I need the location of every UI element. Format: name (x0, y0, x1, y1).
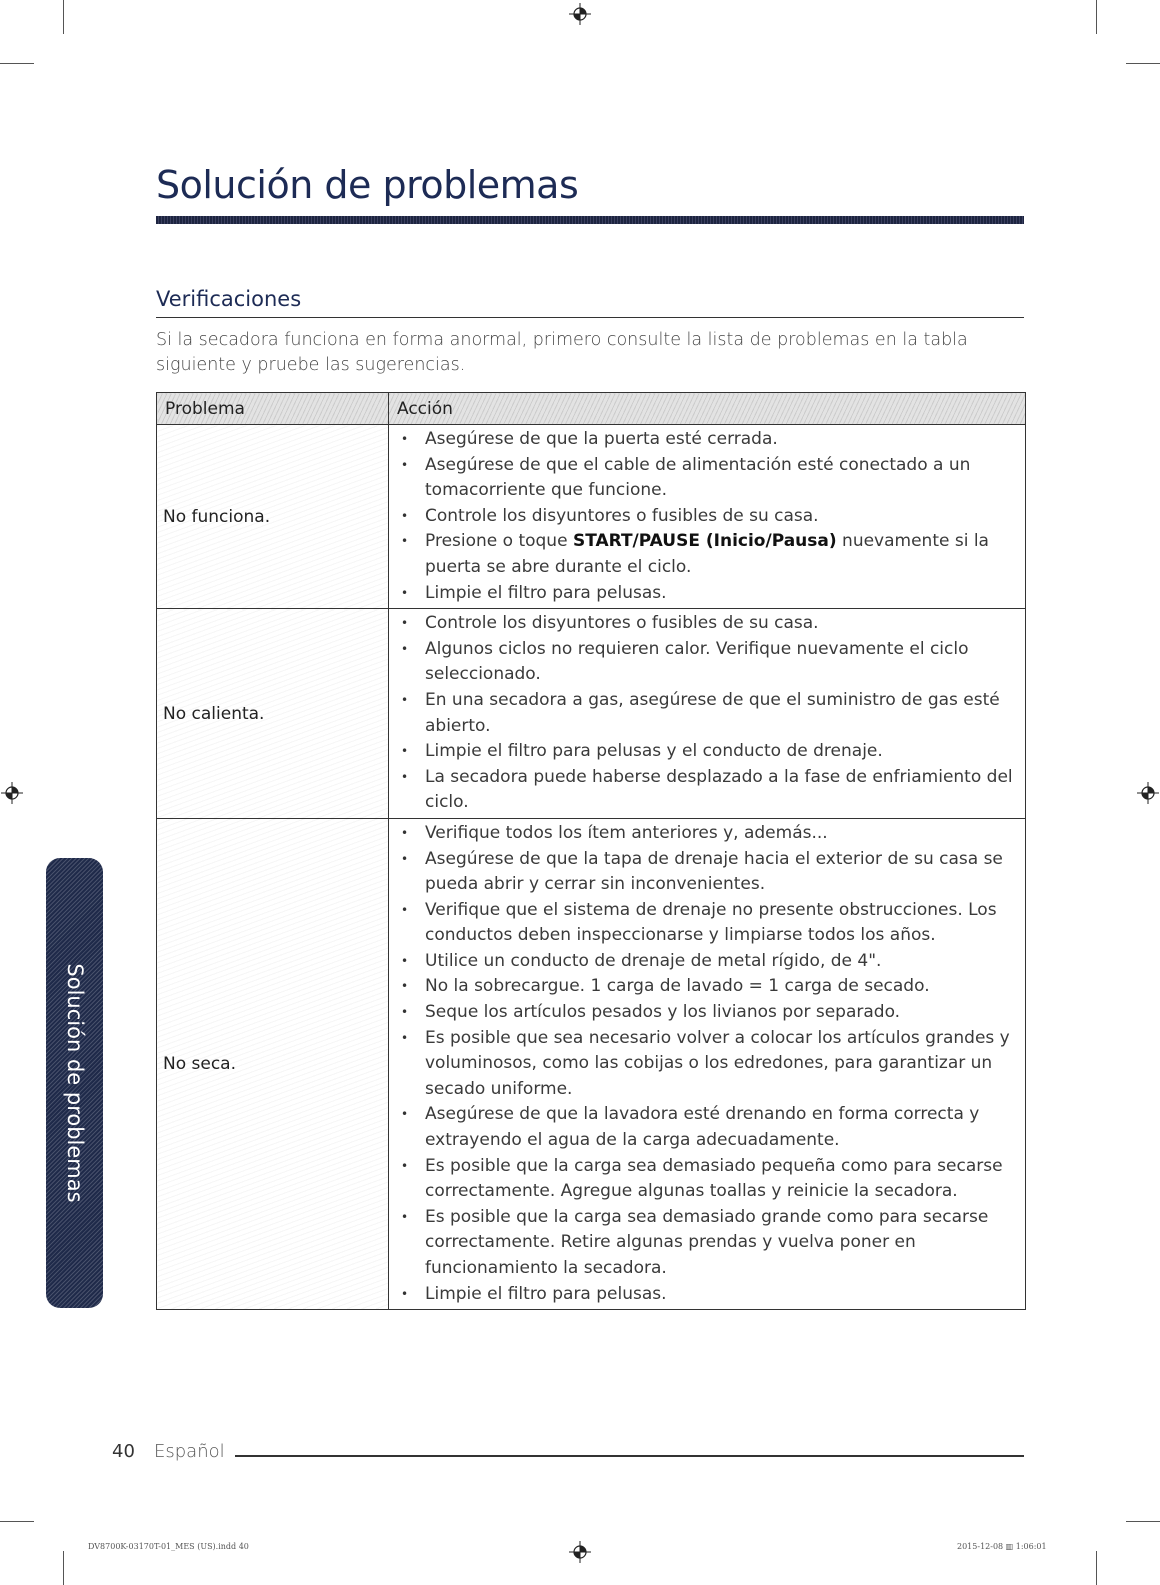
action-item: • Asegúrese de que el cable de alimentación esté conectado a un tomacorriente que funcione. (399, 453, 1017, 504)
header-action: Acción (389, 393, 1026, 425)
footer-rule (235, 1455, 1024, 1457)
action-list (399, 821, 1017, 1307)
title-rule (156, 216, 1024, 224)
action-item: • Utilice un conducto de drenaje de metal rígido, de 4". (399, 949, 1017, 975)
header-problem: Problema (157, 393, 389, 425)
table-header-row (157, 393, 1026, 425)
page-number: 40 (112, 1441, 135, 1462)
crop-mark-top-right-h (1126, 63, 1160, 64)
start-pause-label: START/PAUSE (Inicio/Pausa) (572, 531, 837, 552)
crop-mark-top-right-v (1096, 0, 1097, 34)
action-item (399, 529, 1017, 580)
footer-language: Español (154, 1441, 225, 1462)
action-item: • La secadora puede haberse desplazado a la fase de enfriamiento del ciclo. (399, 765, 1017, 816)
action-item: • Controle los disyuntores o fusibles de su casa. (399, 611, 1017, 637)
crop-mark-top-left-v (63, 0, 64, 34)
problem-cell: No seca. (157, 818, 389, 1309)
action-cell (389, 425, 1026, 609)
crop-mark-bottom-right-h (1126, 1521, 1160, 1522)
action-item: • Es posible que la carga sea demasiado grande como para secarse correctamente. Retire algunas prendas y vuelva poner en funcionamiento la secadora. (399, 1205, 1017, 1282)
section-heading: Verificaciones (156, 287, 302, 311)
problem-cell: No funciona. (157, 425, 389, 609)
action-item: • Asegúrese de que la puerta esté cerrada. (399, 427, 1017, 453)
crop-mark-top-left-h (0, 63, 34, 64)
action-text: Presione o toque (425, 531, 573, 552)
registration-mark-icon (1, 782, 23, 804)
action-item: • Algunos ciclos no requieren calor. Verifique nuevamente el ciclo seleccionado. (399, 637, 1017, 688)
action-cell (389, 609, 1026, 819)
page-title: Solución de problemas (156, 163, 579, 207)
crop-mark-bottom-left-v (63, 1551, 64, 1585)
action-item: • Seque los artículos pesados y los livianos por separado. (399, 1000, 1017, 1026)
intro-paragraph: Si la secadora funciona en forma anormal, primero consulte la lista de problemas en la tabla siguiente y pruebe las sugerencias. (156, 330, 968, 375)
table-row (157, 425, 1026, 609)
action-item: • Controle los disyuntores o fusibles de su casa. (399, 504, 1017, 530)
action-item: • En una secadora a gas, asegúrese de que el suministro de gas esté abierto. (399, 688, 1017, 739)
problem-cell: No calienta. (157, 609, 389, 819)
registration-mark-icon (569, 1541, 591, 1563)
crop-mark-bottom-left-h (0, 1521, 34, 1522)
action-item: • Limpie el filtro para pelusas y el conducto de drenaje. (399, 739, 1017, 765)
print-slug-file: DV8700K-03170T-01_MES (US).indd 40 (88, 1542, 249, 1551)
side-tab (46, 858, 103, 1308)
action-item: • Limpie el filtro para pelusas. (399, 1282, 1017, 1308)
action-text: nuevamente si la puerta se abre durante el ciclo. (425, 531, 989, 577)
action-item: • Verifique que el sistema de drenaje no presente obstrucciones. Los conductos deben inspeccionarse y limpiarse todos los años. (399, 898, 1017, 949)
side-tab-label: Solución de problemas (62, 963, 87, 1203)
action-item: • Es posible que la carga sea demasiado pequeña como para secarse correctamente. Agregue algunas toallas y reinicie la secadora. (399, 1154, 1017, 1205)
registration-mark-icon (569, 3, 591, 25)
print-slug-timestamp: 2015-12-08 ▥ 1:06:01 (957, 1542, 1047, 1551)
action-item: • Limpie el filtro para pelusas. (399, 581, 1017, 607)
table-row (157, 818, 1026, 1309)
troubleshooting-table (156, 392, 1026, 1310)
action-item: • Asegúrese de que la tapa de drenaje hacia el exterior de su casa se pueda abrir y cerrar sin inconvenientes. (399, 847, 1017, 898)
action-list (399, 427, 1017, 606)
action-item: • No la sobrecargue. 1 carga de lavado = 1 carga de secado. (399, 974, 1017, 1000)
crop-mark-bottom-right-v (1096, 1551, 1097, 1585)
registration-mark-icon (1137, 782, 1159, 804)
action-cell (389, 818, 1026, 1309)
action-item: • Asegúrese de que la lavadora esté drenando en forma correcta y extrayendo el agua de la carga adecuadamente. (399, 1102, 1017, 1153)
action-item: • Es posible que sea necesario volver a colocar los artículos grandes y voluminosos, como las cobijas o los edredones, para garantizar un secado uniforme. (399, 1026, 1017, 1103)
action-list (399, 611, 1017, 816)
table-row (157, 609, 1026, 819)
section-rule (156, 317, 1024, 318)
action-item: • Verifique todos los ítem anteriores y, además... (399, 821, 1017, 847)
